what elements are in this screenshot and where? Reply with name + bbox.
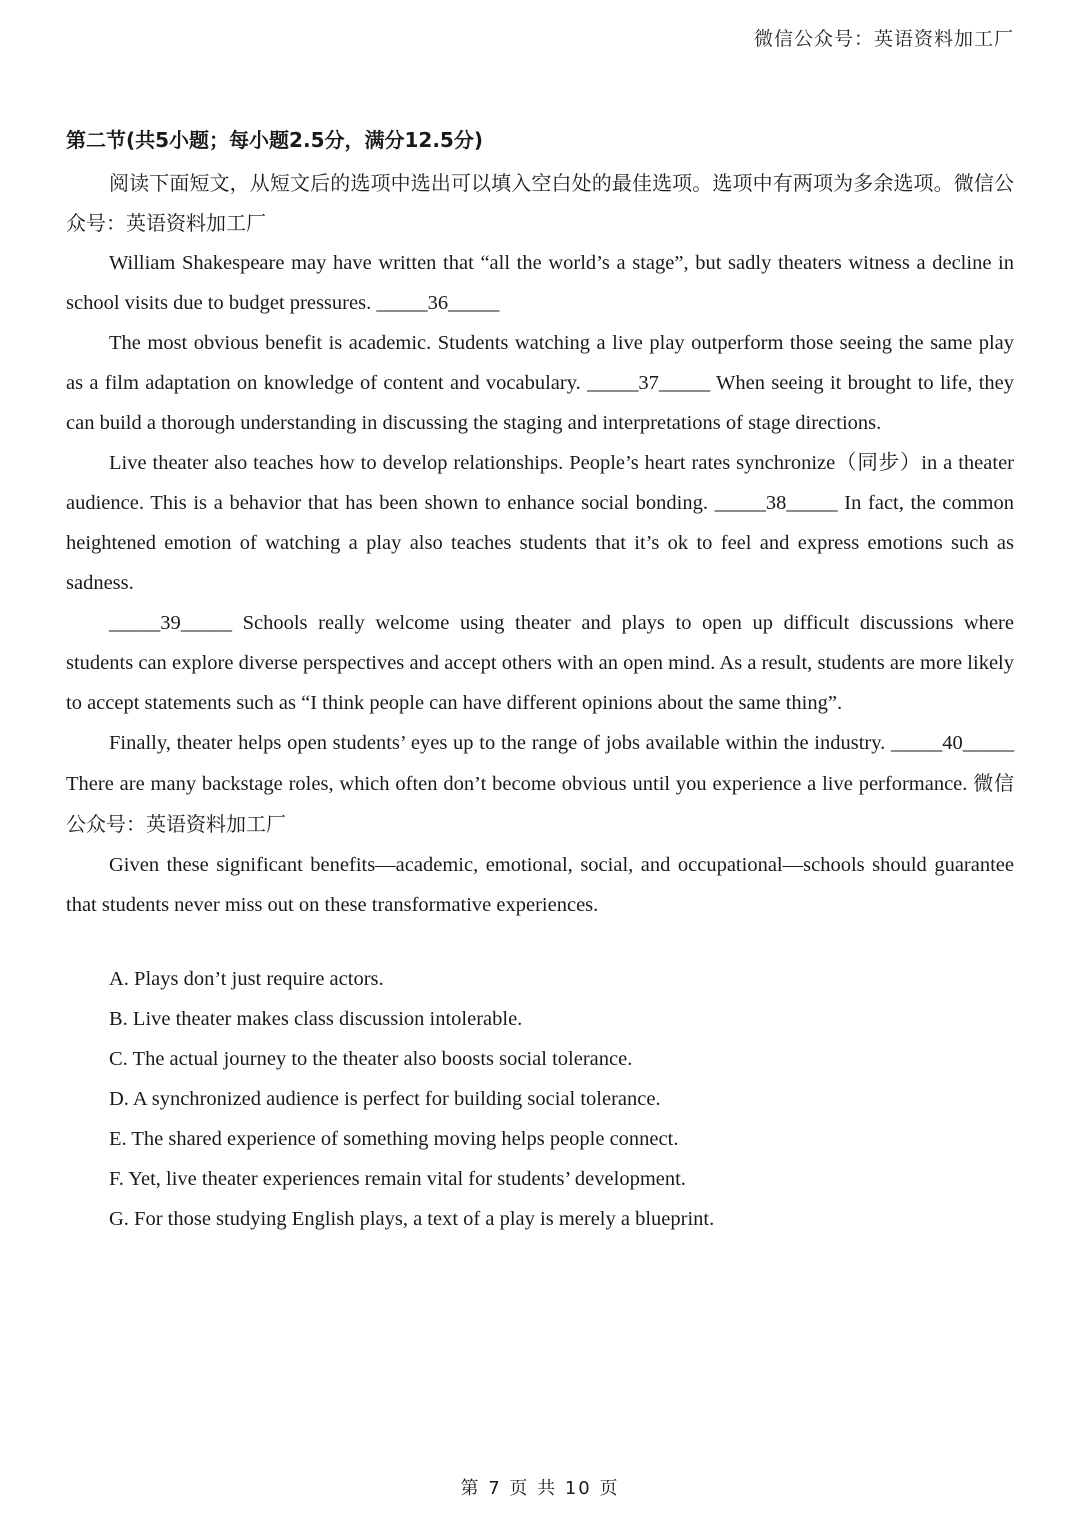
passage-paragraph-1 bbox=[66, 243, 1014, 323]
option-b: B. Live theater makes class discussion intolerable. bbox=[109, 1008, 523, 1030]
option-g: G. For those studying English plays, a text of a play is merely a blueprint. bbox=[109, 1208, 715, 1230]
blank-40: _____40_____ bbox=[891, 732, 1014, 754]
passage-paragraph-2 bbox=[66, 323, 1014, 443]
section-title: 第二节(共5小题；每小题2.5分，满分12.5分) bbox=[66, 128, 483, 152]
section-instruction: 阅读下面短文，从短文后的选项中选出可以填入空白处的最佳选项。选项中有两项为多余选项。微信公众号：英语资料加工厂 bbox=[66, 171, 1014, 235]
inline-watermark: 微信公众号：英语资料加工厂 bbox=[66, 771, 1014, 836]
paragraph-text: Schools really welcome using theater and plays to open up difficult discussions where students can explore diverse perspectives and accept others with an open mind. As a result, students are more likely to accept statements such as “I think people can have different opinions about the same thing”. bbox=[66, 612, 1014, 714]
blank-37: _____37_____ bbox=[587, 372, 711, 394]
option-e: E. The shared experience of something moving helps people connect. bbox=[109, 1128, 679, 1150]
paragraph-text: Live theater also teaches how to develop relationships. People’s heart rates synchronize（同步）in a theater audience. This is a behavior that has been shown to enhance social bonding. bbox=[66, 452, 1014, 514]
blank-38: _____38_____ bbox=[714, 492, 838, 514]
passage-paragraph-5 bbox=[66, 723, 1014, 845]
answer-options bbox=[66, 959, 1014, 1239]
paragraph-text: In fact, the common heightened emotion of watching a play also teaches students that it’s ok to feel and express emotions such as sadness. bbox=[66, 492, 1014, 594]
passage-paragraph-6 bbox=[66, 845, 1014, 925]
paragraph-text: Finally, theater helps open students’ eyes up to the range of jobs available within the industry. bbox=[109, 732, 891, 754]
document-body bbox=[66, 124, 1014, 1239]
header-watermark: 微信公众号：英语资料加工厂 bbox=[753, 28, 1014, 50]
paragraph-text: Given these significant benefits—academic, emotional, social, and occupational—schools should guarantee that students never miss out on these transformative experiences. bbox=[66, 854, 1014, 916]
page-number: 第 7 页 共 10 页 bbox=[460, 1478, 620, 1499]
paragraph-text: There are many backstage roles, which often don’t become obvious until you experience a live performance. bbox=[66, 773, 974, 795]
option-f: F. Yet, live theater experiences remain vital for students’ development. bbox=[109, 1168, 686, 1190]
option-d: D. A synchronized audience is perfect for building social tolerance. bbox=[109, 1088, 661, 1110]
paragraph-text: The most obvious benefit is academic. Students watching a live play outperform those seeing the same play as a film adaptation on knowledge of content and vocabulary. bbox=[66, 332, 1014, 394]
blank-39: _____39_____ bbox=[109, 612, 232, 634]
option-a: A. Plays don’t just require actors. bbox=[109, 968, 384, 990]
blank-36: _____36_____ bbox=[376, 292, 500, 314]
paragraph-text: William Shakespeare may have written that “all the world’s a stage”, but sadly theaters witness a decline in school visits due to budget pressures. bbox=[66, 252, 1014, 314]
passage-paragraph-4 bbox=[66, 603, 1014, 723]
paragraph-text: When seeing it brought to life, they can build a thorough understanding in discussing the staging and interpretations of stage directions. bbox=[66, 372, 1015, 434]
passage-paragraph-3 bbox=[66, 443, 1014, 603]
option-c: C. The actual journey to the theater also boosts social tolerance. bbox=[109, 1048, 633, 1070]
